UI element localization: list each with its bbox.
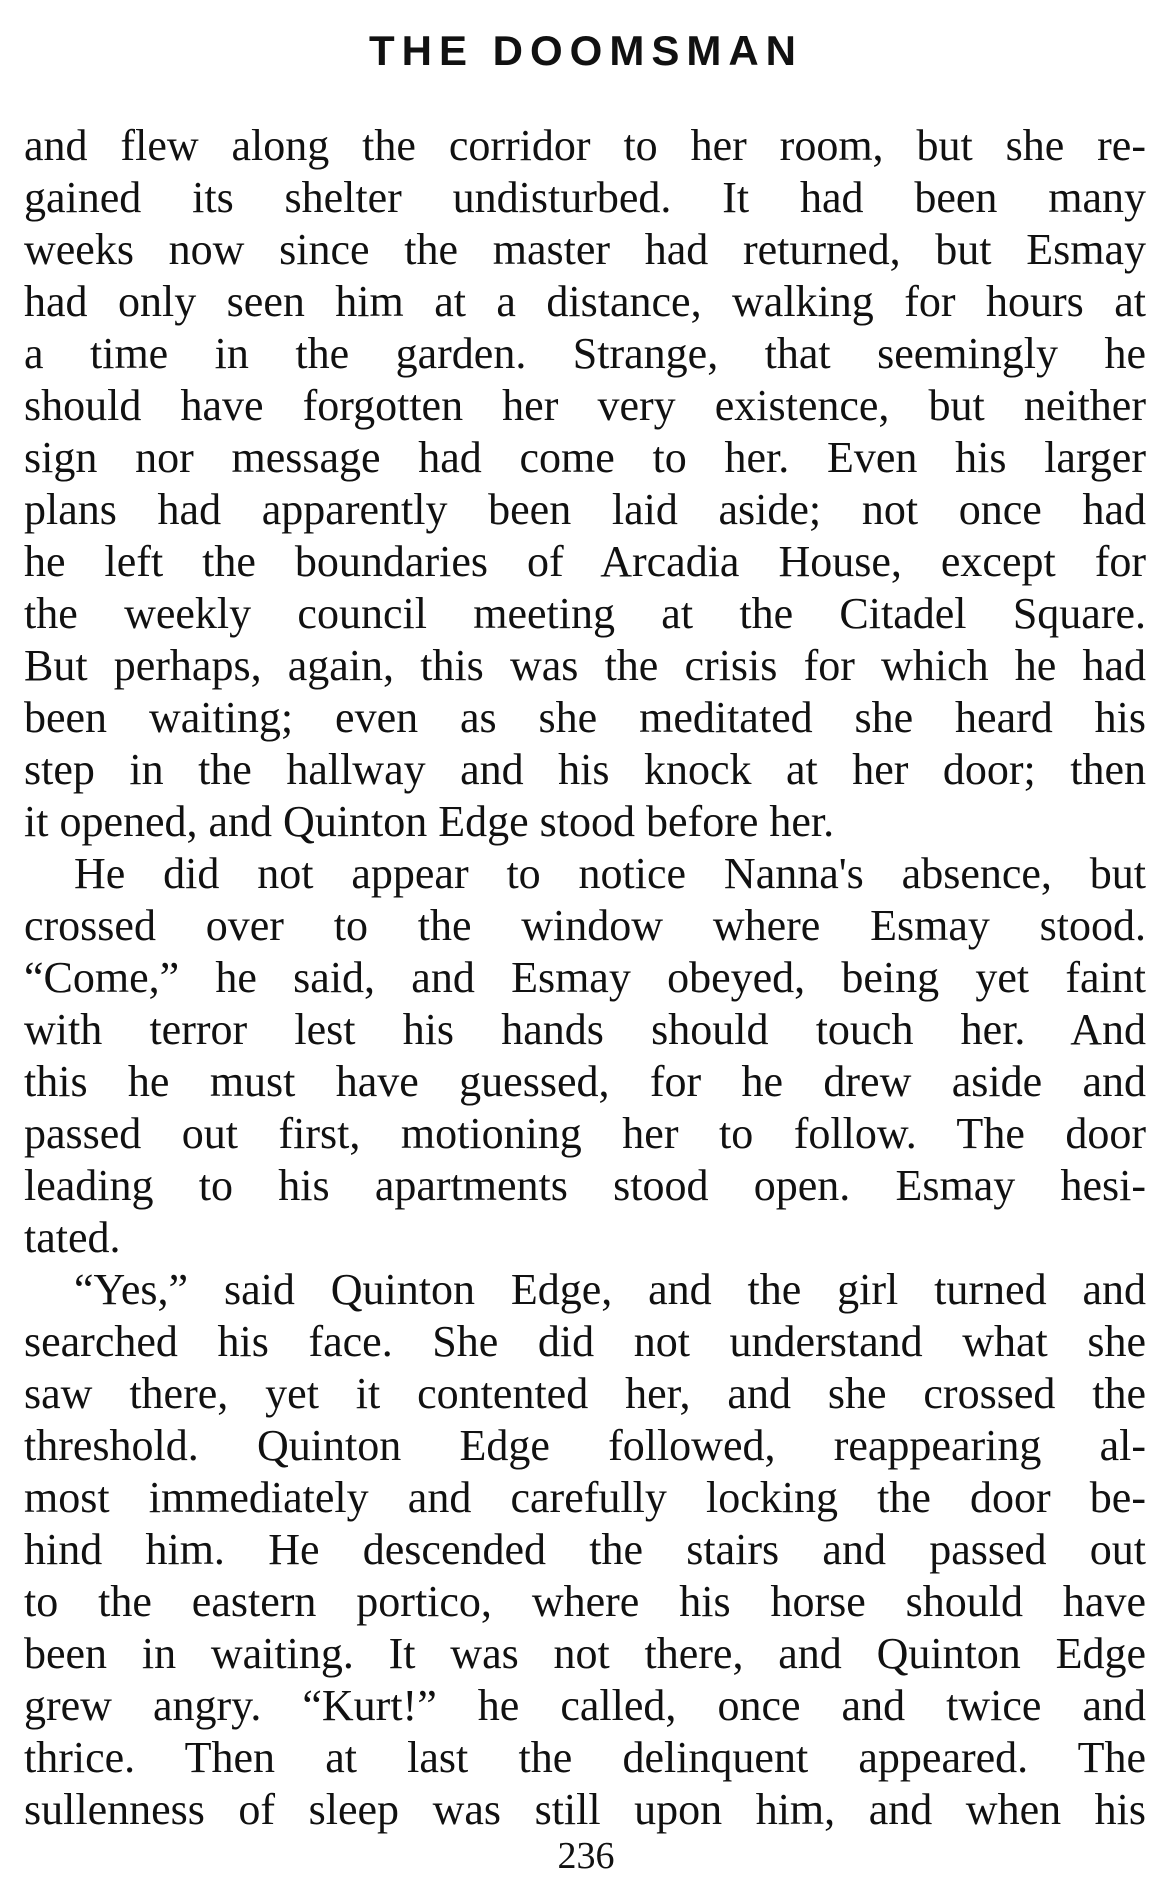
text-line: and flew along the corridor to her room, but she re- bbox=[24, 121, 1146, 170]
text-line: he left the boundaries of Arcadia House, except for bbox=[24, 537, 1146, 586]
text-line: But perhaps, again, this was the crisis for which he had bbox=[24, 641, 1146, 690]
text-line: been waiting; even as she meditated she heard his bbox=[24, 693, 1146, 742]
text-line: gained its shelter undisturbed. It had been many bbox=[24, 173, 1146, 222]
text-line: threshold. Quinton Edge followed, reappearing al- bbox=[24, 1421, 1146, 1470]
text-line: been in waiting. It was not there, and Quinton Edge bbox=[24, 1629, 1146, 1678]
body-text bbox=[24, 120, 1146, 1836]
paragraph-start-line: He did not appear to notice Nanna's absence, but bbox=[74, 849, 1146, 898]
page-number: 236 bbox=[557, 1835, 615, 1877]
text-line: to the eastern portico, where his horse should have bbox=[24, 1577, 1146, 1626]
text-line: sign nor message had come to her. Even his larger bbox=[24, 433, 1146, 482]
text-line: should have forgotten her very existence, but neither bbox=[24, 381, 1146, 430]
text-line: thrice. Then at last the delinquent appeared. The bbox=[24, 1733, 1146, 1782]
text-line: a time in the garden. Strange, that seemingly he bbox=[24, 329, 1146, 378]
paragraph-end-line: tated. bbox=[24, 1213, 121, 1262]
text-line: “Come,” he said, and Esmay obeyed, being yet faint bbox=[24, 953, 1146, 1002]
text-line: the weekly council meeting at the Citadel Square. bbox=[24, 589, 1146, 638]
paragraph-end-line: it opened, and Quinton Edge stood before her. bbox=[24, 797, 835, 846]
text-line: crossed over to the window where Esmay stood. bbox=[24, 901, 1146, 950]
text-line: grew angry. “Kurt!” he called, once and twice and bbox=[24, 1681, 1146, 1730]
text-line: with terror lest his hands should touch her. And bbox=[24, 1005, 1146, 1054]
text-line: had only seen him at a distance, walking for hours at bbox=[24, 277, 1146, 326]
text-line: leading to his apartments stood open. Esmay hesi- bbox=[24, 1161, 1146, 1210]
text-line: this he must have guessed, for he drew aside and bbox=[24, 1057, 1146, 1106]
text-line: weeks now since the master had returned, but Esmay bbox=[24, 225, 1146, 274]
text-line: hind him. He descended the stairs and passed out bbox=[24, 1525, 1146, 1574]
paragraph-start-line: “Yes,” said Quinton Edge, and the girl turned and bbox=[74, 1265, 1146, 1314]
text-line: searched his face. She did not understand what she bbox=[24, 1317, 1146, 1366]
text-line: passed out first, motioning her to follow. The door bbox=[24, 1109, 1146, 1158]
text-line: step in the hallway and his knock at her door; then bbox=[24, 745, 1146, 794]
running-head-title: THE DOOMSMAN bbox=[369, 27, 803, 74]
text-line: most immediately and carefully locking the door be- bbox=[24, 1473, 1146, 1522]
text-line: sullenness of sleep was still upon him, and when his bbox=[24, 1785, 1146, 1834]
text-line: saw there, yet it contented her, and she crossed the bbox=[24, 1369, 1146, 1418]
text-line: plans had apparently been laid aside; not once had bbox=[24, 485, 1146, 534]
